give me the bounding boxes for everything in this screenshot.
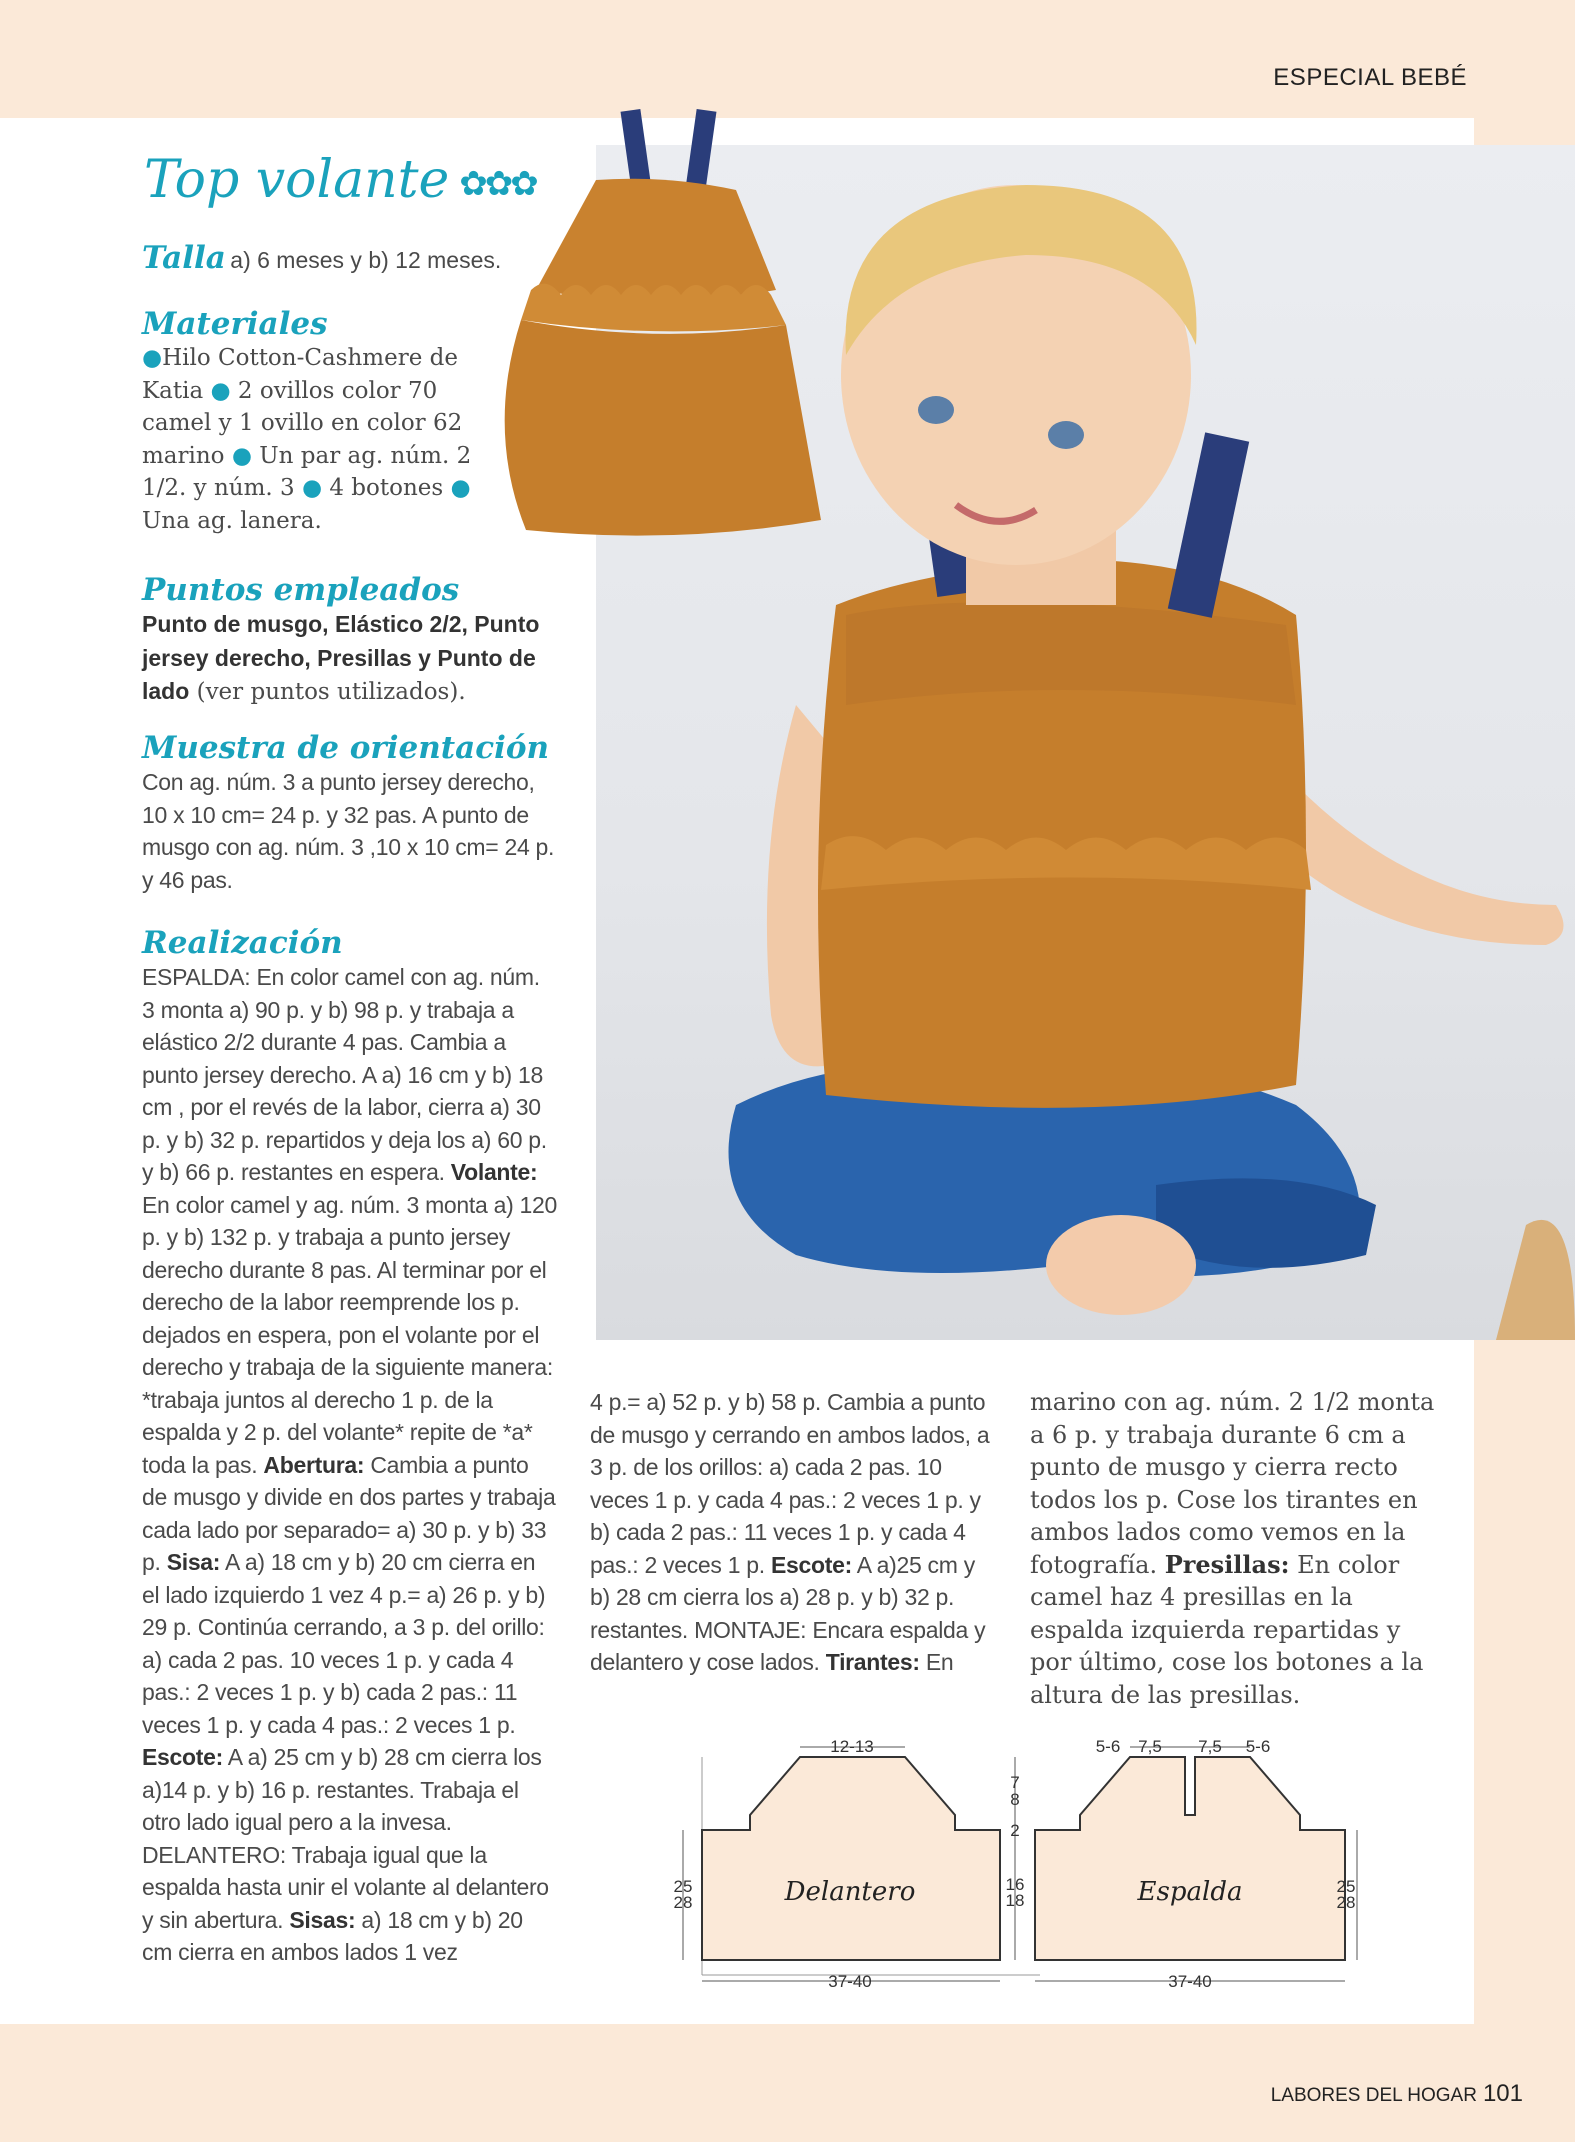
delantero-piece: [702, 1757, 1000, 1960]
sisas-text: a) 18 cm y b) 20 cm cierra en ambos lados 1 vez: [142, 1906, 523, 1965]
material-item: 2 ovillos color 70 camel y 1 ovillo en color 62 marino: [142, 377, 463, 469]
pattern-schematic: [660, 1725, 1360, 1995]
pattern-title: [144, 150, 536, 210]
col3-presillas-text: En color camel haz 4 presillas en la espalda izquierda repartidas y por último, cose los botones a la altura de las presillas.: [1030, 1550, 1424, 1709]
instructions-text: [142, 961, 557, 1969]
garment-photo: [476, 100, 941, 560]
sisa-label: Sisa:: [166, 1549, 221, 1575]
middle-dim: 2: [1010, 1821, 1020, 1840]
espalda-label: Espalda: [1137, 1877, 1243, 1907]
espalda-side-dim: 28: [1336, 1893, 1356, 1912]
instructions-section: [142, 925, 557, 1969]
presillas-label: Presillas:: [1164, 1549, 1290, 1579]
material-item: Hilo Cotton-Cashmere de Katia: [142, 345, 458, 404]
instructions-column-2: [590, 1386, 998, 1679]
bullet-icon: ●: [210, 377, 231, 404]
espalda-text: ESPALDA: En color camel con ag. núm. 3 monta a) 90 p. y b) 98 p. y trabaja a elástico 2/2 durante 4 pas. Cambia a punto jersey derecho. A a) 16 cm y b) 18 cm , por el revés de la labor, cierra a) 30 p. y b) 32 p. repartidos y deja los a) 60 p. y b) 66 p. restantes en espera.: [142, 964, 547, 1185]
garment-illustration: [476, 100, 941, 560]
materials-heading: Materiales: [142, 306, 328, 342]
material-item: 4 botones: [329, 475, 444, 501]
col2-tirantes-text: En: [919, 1649, 954, 1675]
sisa-text: A a) 18 cm y b) 20 cm cierra en el lado izquierdo 1 vez 4 p.= a) 26 p. y b) 29 p. Continúa cerrando, a 3 p. del orillo: a) cada 2 pas. 10 veces 1 p. y cada 4 pas.: 2 veces 1 p. y b) cada 2 pas.: 11 veces 1 p. y cada 4 pas.: 2 veces 1 p.: [142, 1549, 546, 1738]
material-item: Una ag. lanera.: [142, 507, 322, 534]
instructions-column-3: [1030, 1386, 1440, 1711]
title-text: Top volante: [144, 150, 450, 210]
espalda-bottom-dim: 37-40: [1168, 1972, 1212, 1991]
bullet-icon: ●: [231, 442, 252, 469]
difficulty-flower-icon: ✿✿✿: [459, 163, 536, 204]
page-footer: [1271, 2080, 1523, 2108]
stitches-section: [142, 572, 557, 709]
section-header: ESPECIAL BEBÉ: [1273, 64, 1467, 91]
espalda-piece: [1035, 1757, 1345, 1960]
delantero-label: Delantero: [784, 1877, 916, 1907]
escote-text: A a) 25 cm y b) 28 cm cierra los a)14 p. y b) 16 p. restantes. Trabaja el otro lado igual pero a la invesa. DELANTERO: Trabaja igual que la espalda hasta unir el volante al delantero y sin abertura.: [142, 1744, 549, 1933]
gauge-section: [142, 730, 557, 896]
escote-label: Escote:: [770, 1551, 852, 1578]
gauge-text: Con ag. núm. 3 a punto jersey derecho, 10 x 10 cm= 24 p. y 32 pas. A punto de musgo con ag. núm. 3 ,10 x 10 cm= 24 p. y 46 pas.: [142, 769, 555, 893]
materials-list: [142, 342, 472, 537]
volante-text: En color camel y ag. núm. 3 monta a) 120 p. y b) 132 p. y trabaja a punto jersey derecho durante 8 pas. Al terminar por el derecho de la labor reemprende los p. dejados en espera, pon el volante por el derecho y trabaja de la siguiente manera: *trabaja juntos al derecho 1 p. de la espalda y 2 p. del volante* repite de *a* toda la pas.: [142, 1191, 557, 1478]
bullet-icon: ●: [301, 475, 323, 501]
size-section: [142, 240, 501, 277]
abertura-label: Abertura:: [263, 1451, 365, 1478]
instructions-heading: Realización: [142, 925, 343, 961]
delantero-side-dim: 25: [673, 1877, 693, 1896]
tirantes-label: Tirantes:: [825, 1649, 920, 1675]
materials-section: [142, 306, 472, 537]
size-heading: Talla: [142, 240, 226, 276]
espalda-top-dim: 5-6: [1095, 1737, 1121, 1756]
stitches-heading: Puntos empleados: [142, 572, 460, 608]
middle-dim: 7: [1010, 1773, 1020, 1792]
col2-escote-text: A a)25 cm y b) 28 cm cierra los a) 28 p. y b) 32 p. restantes. MONTAJE: Encara espalda y delantero y cose lados.: [590, 1551, 986, 1675]
stitches-rest: (ver puntos utilizados).: [189, 679, 466, 705]
espalda-top-dim: 5-6: [1245, 1737, 1271, 1756]
bullet-icon: ●: [450, 475, 471, 501]
delantero-bottom-dim: 37-40: [828, 1972, 872, 1991]
sisas-label: Sisas:: [289, 1906, 356, 1933]
delantero-top-dim: 12-13: [830, 1737, 874, 1756]
abertura-text: Cambia a punto de musgo y divide en dos partes y trabaja cada lado por separado= a) 30 p. y b) 33 p.: [142, 1451, 556, 1575]
espalda-top-dim: 7,5: [1198, 1737, 1222, 1756]
stitches-text: [142, 608, 557, 709]
col3-text: marino con ag. núm. 2 1/2 monta a 6 p. y trabaja durante 6 cm a punto de musgo y cierra recto todos los p. Cose los tirantes en ambos lados como vemos en la fotografía.: [1030, 1388, 1435, 1579]
material-item: Un par ag. núm. 2 1/2. y núm. 3: [142, 442, 472, 501]
delantero-side-dim: 28: [673, 1893, 693, 1912]
escote-label: Escote:: [142, 1744, 223, 1770]
middle-dim: 18: [1005, 1891, 1025, 1910]
stitches-bold: Punto de musgo, Elástico 2/2, Punto jersey derecho, Presillas y Punto de lado: [142, 611, 540, 704]
bullet-icon: ●: [142, 345, 163, 371]
page-number: 101: [1482, 2080, 1523, 2107]
espalda-side-dim: 25: [1336, 1877, 1356, 1896]
middle-dim: 8: [1010, 1790, 1020, 1809]
espalda-top-dim: 7,5: [1138, 1737, 1162, 1756]
size-text: a) 6 meses y b) 12 meses.: [230, 247, 502, 273]
volante-label: Volante:: [450, 1159, 538, 1185]
magazine-name: LABORES DEL HOGAR: [1270, 2085, 1477, 2106]
middle-dim: 16: [1005, 1875, 1025, 1894]
gauge-heading: Muestra de orientación: [142, 730, 550, 766]
col2-text: 4 p.= a) 52 p. y b) 58 p. Cambia a punto de musgo y cerrando en ambos lados, a 3 p. de los orillos: a) cada 2 pas. 10 veces 1 p. y cada 4 pas.: 2 veces 1 p. y b) cada 2 pas.: 11 veces 1 p. y cada 4 pas.: 2 veces 1 p.: [590, 1389, 990, 1578]
